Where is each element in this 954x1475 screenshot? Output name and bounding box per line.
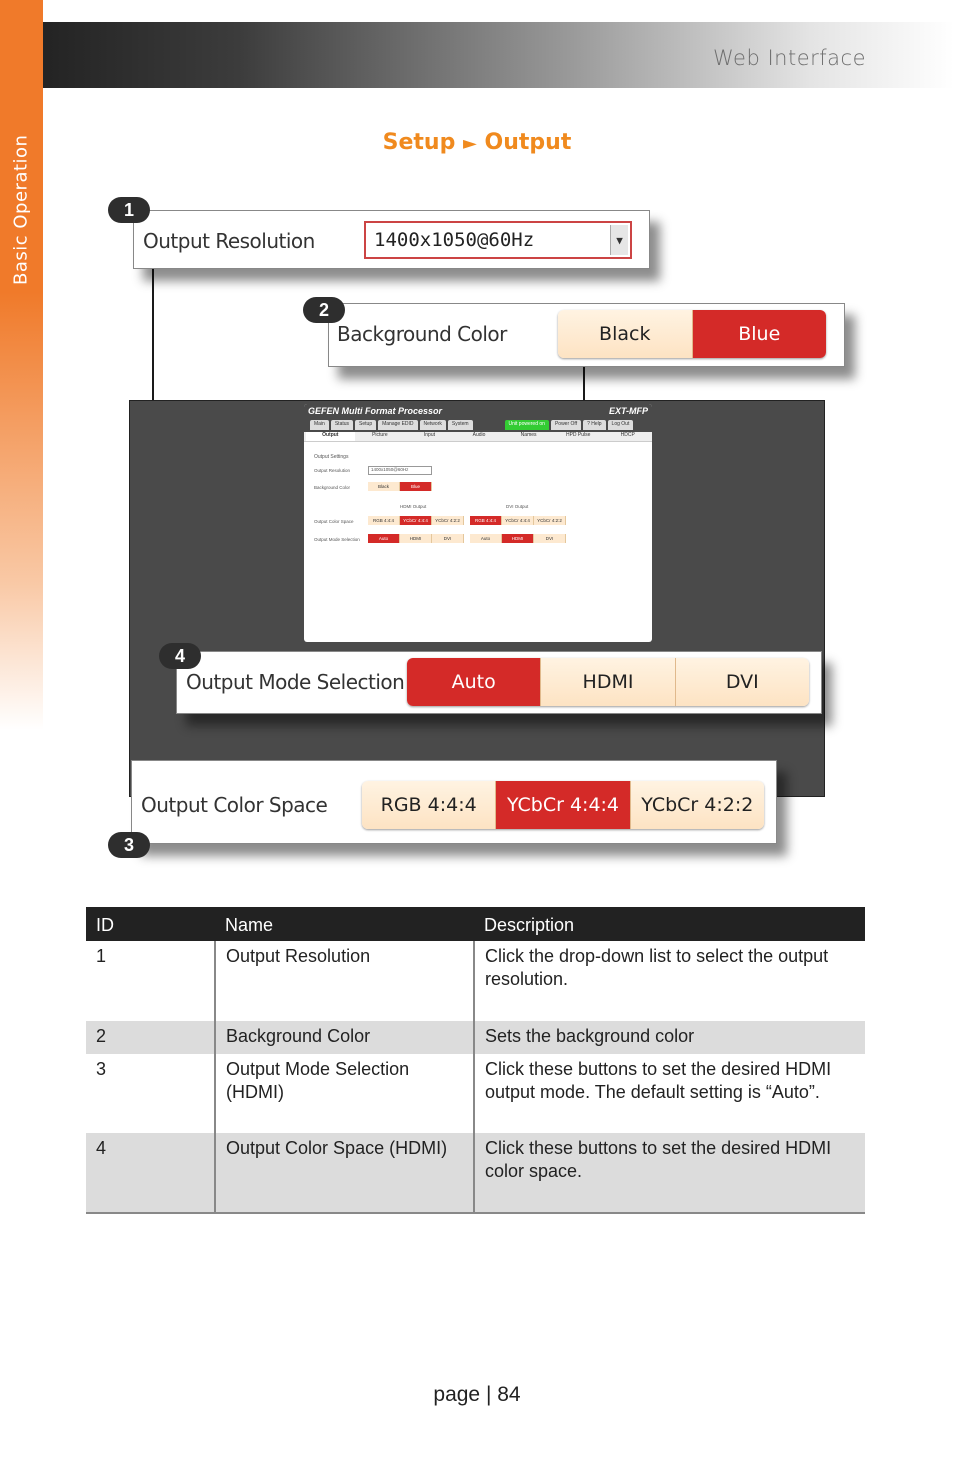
mini-hdmi-output: HDMI Output — [400, 504, 427, 509]
callout-label: Output Color Space — [141, 793, 328, 817]
mini-cs-ycbcr422[interactable]: YCbCr 4:2:2 — [432, 516, 464, 525]
mode-auto-button[interactable]: Auto — [407, 658, 541, 706]
mini-nav-item[interactable]: Status — [331, 420, 353, 430]
header-description: Description — [474, 907, 865, 941]
cell-name: Output Resolution — [215, 941, 474, 1021]
mini-tab[interactable]: Audio — [472, 432, 486, 438]
header-title: Web Interface — [713, 46, 866, 70]
mini-model: EXT-MFP — [608, 406, 648, 416]
cs-ycbcr422-button[interactable]: YCbCr 4:2:2 — [631, 781, 764, 829]
mini-dvi-cs-ycbcr444[interactable]: YCbCr 4:4:4 — [502, 516, 534, 525]
output-mode-buttons — [407, 658, 809, 706]
mini-hdmi-cs-buttons — [368, 516, 464, 525]
bg-blue-button[interactable]: Blue — [693, 310, 827, 358]
mini-cs-rgb[interactable]: RGB 4:4:4 — [368, 516, 400, 525]
page-number: page | 84 — [433, 1383, 521, 1406]
mini-dvi-cs-rgb[interactable]: RGB 4:4:4 — [470, 516, 502, 525]
badge-2: 2 — [303, 297, 345, 323]
callout-label: Background Color — [337, 322, 507, 346]
mini-row-color-space: Output Color Space — [314, 519, 354, 524]
heading-output: Output — [484, 130, 572, 155]
table-row — [86, 1021, 865, 1054]
mini-bg-buttons — [368, 482, 432, 491]
mode-dvi-button[interactable]: DVI — [676, 658, 809, 706]
mini-tab[interactable]: HDCP — [620, 432, 635, 438]
output-resolution-dropdown[interactable] — [364, 221, 632, 259]
mini-res-dropdown[interactable]: 1400x1050@60Hz — [368, 466, 432, 475]
cell-desc: Click these buttons to set the desired HDMI output mode. The default setting is “Auto”. — [474, 1054, 865, 1133]
cell-id: 1 — [96, 946, 107, 966]
output-color-space-buttons — [362, 781, 764, 829]
mini-tab[interactable]: Output — [306, 432, 355, 441]
mini-dvi-mode-buttons — [470, 534, 566, 543]
cs-ycbcr444-button[interactable]: YCbCr 4:4:4 — [496, 781, 630, 829]
mini-bg-black[interactable]: Black — [368, 482, 400, 491]
cell-name: Output Mode Selection (HDMI) — [215, 1054, 474, 1133]
mini-nav-item: Unit powered on — [505, 420, 549, 430]
cell-name: Background Color — [215, 1021, 474, 1054]
mini-row-bg: Background Color — [314, 485, 351, 490]
mini-dvi-cs-buttons — [470, 516, 566, 525]
mini-nav-item[interactable]: Main — [310, 420, 329, 430]
mini-hdmi-mode-buttons — [368, 534, 464, 543]
cell-id: 2 — [86, 1021, 215, 1054]
table-row — [86, 941, 865, 1021]
callout-background-color — [328, 303, 845, 367]
mini-tab[interactable]: Input — [423, 432, 435, 438]
cell-desc: Click these buttons to set the desired HDMI color space. — [474, 1133, 865, 1213]
mini-tabs — [304, 432, 652, 442]
mini-dvi-cs-ycbcr422[interactable]: YCbCr 4:2:2 — [534, 516, 566, 525]
mini-row-mode: Output Mode Selection — [314, 537, 360, 542]
mini-cs-ycbcr444[interactable]: YCbCr 4:4:4 — [400, 516, 432, 525]
mini-row-resolution: Output Resolution — [314, 468, 351, 473]
mini-mode-hdmi[interactable]: HDMI — [400, 534, 432, 543]
mini-dvi-output: DVI Output — [506, 504, 529, 509]
cell-id: 4 — [86, 1133, 215, 1213]
heading-setup: Setup — [382, 130, 456, 155]
callout-label: Output Resolution — [143, 229, 315, 253]
table-row — [86, 1133, 865, 1213]
side-tab-label: Basic Operation — [10, 134, 32, 286]
mini-nav-item[interactable]: Log Out — [608, 420, 634, 430]
mini-nav-item[interactable]: Network — [420, 420, 446, 430]
callout-output-color-space — [131, 760, 777, 844]
mini-dvi-mode-auto[interactable]: Auto — [470, 534, 502, 543]
web-ui-screenshot — [304, 404, 652, 642]
mini-mode-auto[interactable]: Auto — [368, 534, 400, 543]
dropdown-value: 1400x1050@60Hz — [374, 229, 535, 251]
mini-tab[interactable]: Picture — [372, 432, 388, 438]
bg-black-button[interactable]: Black — [558, 310, 693, 358]
table-header-row — [86, 907, 865, 941]
cell-desc: Click the drop-down list to select the output resolution. — [474, 941, 865, 1021]
heading-arrow-icon: ► — [463, 133, 477, 154]
mini-nav — [304, 420, 652, 432]
cell-desc: Sets the background color — [474, 1021, 865, 1054]
mode-hdmi-button[interactable]: HDMI — [541, 658, 675, 706]
mini-bg-blue[interactable]: Blue — [400, 482, 432, 491]
chevron-down-icon[interactable]: ▼ — [610, 225, 628, 255]
mini-tab[interactable]: HPD Pulse — [565, 432, 591, 438]
header-id: ID — [86, 907, 215, 941]
table-row — [86, 1054, 865, 1133]
mini-dvi-mode-dvi[interactable]: DVI — [534, 534, 566, 543]
mini-mode-dvi[interactable]: DVI — [432, 534, 464, 543]
mini-brand: GEFEN Multi Format Processor — [308, 406, 443, 416]
mini-nav-item[interactable]: System — [448, 420, 473, 430]
callout-output-mode — [176, 651, 822, 714]
mini-nav-item[interactable]: Power Off — [551, 420, 581, 430]
badge-3: 3 — [108, 832, 150, 858]
mini-nav-item[interactable]: Manage EDID — [378, 420, 417, 430]
mini-dvi-mode-hdmi[interactable]: HDMI — [502, 534, 534, 543]
callout-label: Output Mode Selection — [186, 670, 405, 694]
cs-rgb-button[interactable]: RGB 4:4:4 — [362, 781, 496, 829]
callout-output-resolution — [133, 210, 650, 269]
badge-4: 4 — [159, 643, 201, 669]
mini-tab[interactable]: Names — [520, 432, 537, 438]
cell-name: Output Color Space (HDMI) — [215, 1133, 474, 1213]
badge-1: 1 — [108, 197, 150, 223]
header-name: Name — [215, 907, 474, 941]
mini-nav-item[interactable]: Setup — [355, 420, 376, 430]
mini-nav-item[interactable]: ? Help — [583, 420, 605, 430]
mini-section-title: Output Settings — [314, 454, 349, 460]
description-table — [86, 907, 865, 1214]
background-color-buttons — [558, 310, 826, 358]
cell-id: 3 — [96, 1059, 107, 1079]
